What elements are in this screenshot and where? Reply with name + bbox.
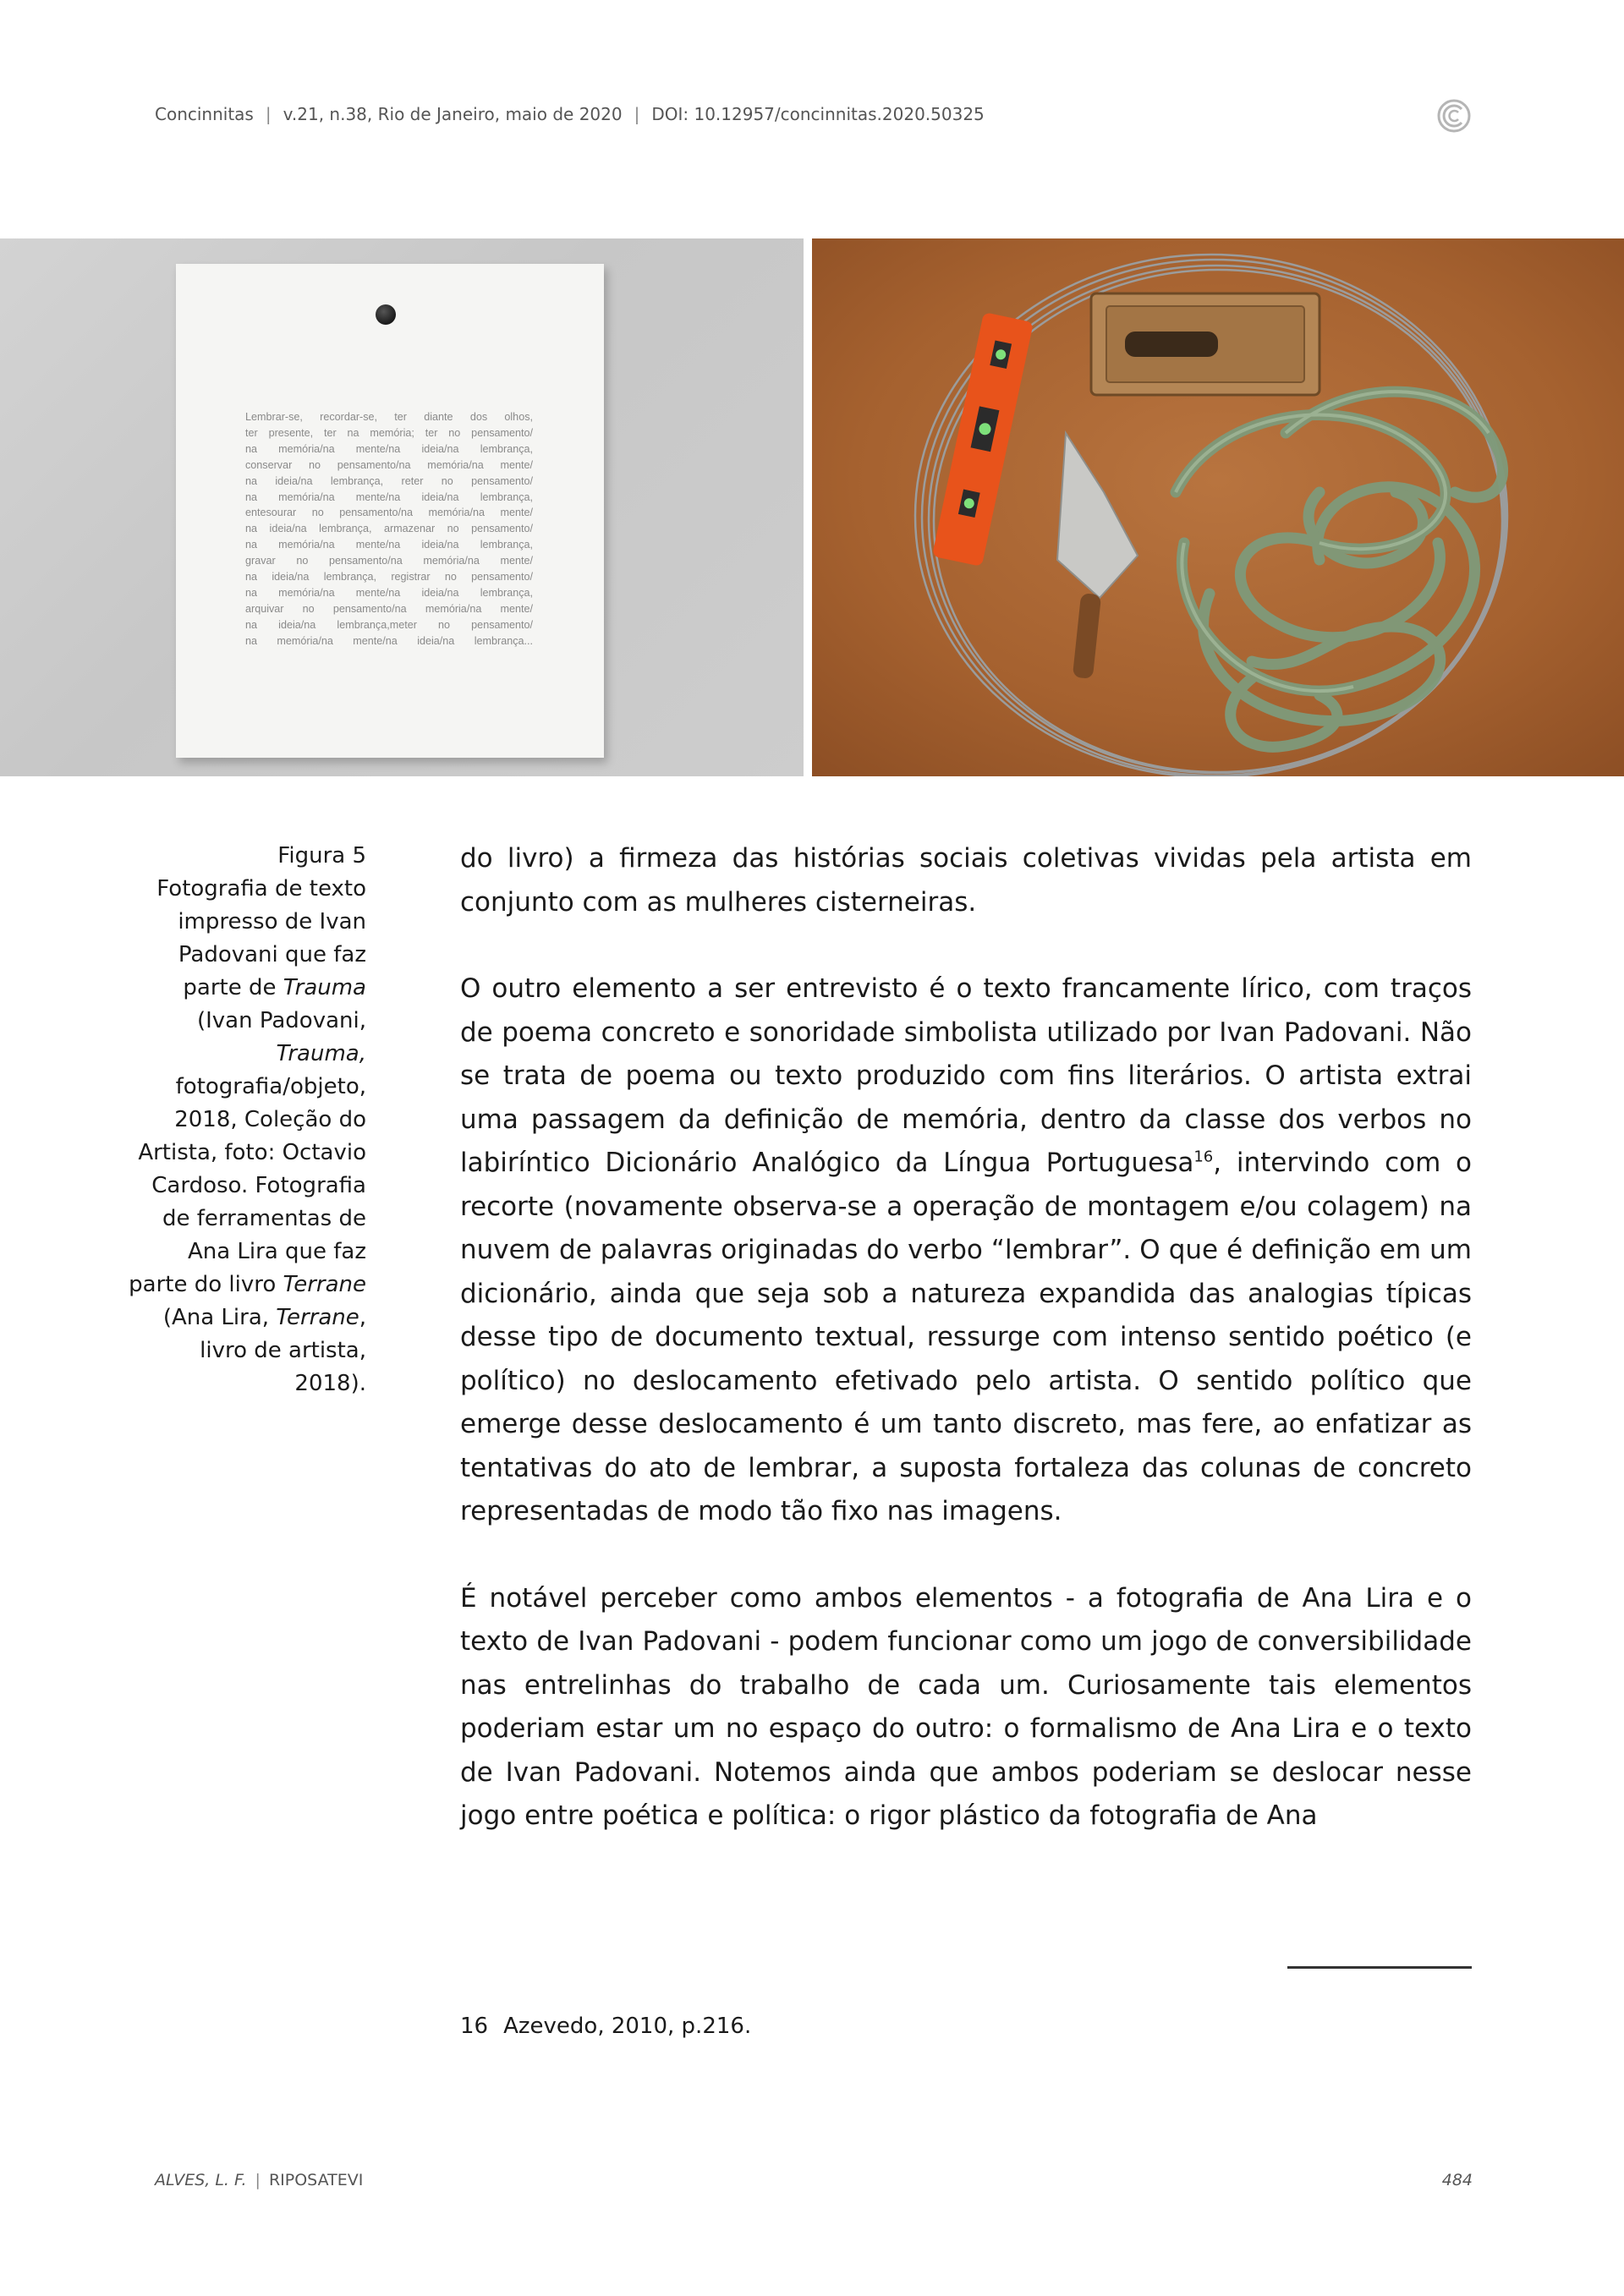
running-footer — [155, 2171, 1474, 2200]
placard-line: na memória/na mente/na ideia/na lembrança, — [245, 586, 533, 599]
placard-line: ter presente, ter na memória; ter no pensamento/ — [245, 426, 533, 439]
footnote-reference[interactable]: 16 — [1193, 1148, 1214, 1166]
printed-placard — [176, 264, 604, 758]
paragraph-3: É notável perceber como ambos elementos - a fotografia de Ana Lira e o texto de Ivan Padovani - podem funcionar como um jogo de conversibilidade nas entrelinhas do trabalho de cada um. Curiosamente tais elementos poderiam estar um no espaço do outro: o formalismo de Ana Lira e o texto de Ivan Padovani. Notemos ainda que ambos poderiam se deslocar nesse jogo entre poética e política: o rigor plástico da fotografia de Ana — [460, 1582, 1472, 1831]
journal-volume: v.21, n.38, Rio de Janeiro, maio de 2020 — [283, 104, 623, 124]
journal-doi[interactable]: DOI: 10.12957/concinnitas.2020.50325 — [651, 104, 985, 124]
placard-line: na memória/na mente/na ideia/na lembrança, — [245, 490, 533, 503]
footnote-text: Azevedo, 2010, p.216. — [503, 2014, 752, 2039]
journal-name: Concinnitas — [155, 104, 254, 124]
placard-line: na memória/na mente/na ideia/na lembrança, — [245, 442, 533, 455]
figure-photo-tools — [812, 238, 1624, 776]
placard-line: entesourar no pensamento/na memória/na mente/ — [245, 507, 533, 519]
placard-line: na ideia/na lembrança,meter no pensamento/ — [245, 618, 533, 631]
caption-label: Figura 5 — [277, 843, 366, 869]
running-header — [155, 97, 1474, 131]
header-separator: | — [265, 104, 272, 124]
caption-text: Fotografia de texto impresso de Ivan Padovani que faz parte de Trauma (Ivan Padovani, Trauma, fotografia/objeto, 2018, Coleção do Artista, foto: Octavio Cardoso. Fotografia de ferramentas de Ana Lira que faz parte do livro Terrane (Ana Lira, Terrane, livro de artista, 2018). — [129, 876, 366, 1396]
placard-line: Lembrar-se, recordar-se, ter diante dos olhos, — [245, 411, 533, 423]
placard-line: na memória/na mente/na ideia/na lembrança, — [245, 539, 533, 551]
footnote-number: 16 — [460, 2014, 489, 2039]
paragraph-1: do livro) a firmeza das histórias sociais coletivas vividas pela artista em conjunto com as mulheres cisterneiras. — [460, 843, 1472, 918]
placard-text — [245, 409, 533, 649]
footnote — [460, 2014, 1306, 2039]
page-number: 484 — [1441, 2171, 1473, 2189]
footer-section: RIPOSATEVI — [268, 2171, 364, 2189]
header-separator: | — [634, 104, 640, 124]
placard-line: gravar no pensamento/na memória/na mente/ — [245, 555, 533, 567]
footer-separator: | — [255, 2171, 261, 2189]
placard-line: conservar no pensamento/na memória/na mente/ — [245, 458, 533, 471]
figure-caption — [127, 840, 366, 1400]
paragraph-2: O outro elemento a ser entrevisto é o texto francamente lírico, com traços de poema concreto e sonoridade simbolista utilizado por Ivan Padovani. Não se trata de poema ou texto produzido com fins literários. O artista extrai uma passagem da definição de memória, dentro da classe dos verbos no labiríntico Dicionário Analógico da Língua Portuguesa$^{16}$, intervindo com o recorte (novamente observa-se a operação de montagem e/ou colagem) na nuvem de palavras originadas do verbo “lembrar”. O que é definição em um dicionário, ainda que seja sob a natureza expandida das analogias típicas desse tipo de documento textual, ressurge com intenso sentido poético (e político) no deslocamento efetivado pelo artista. O sentido político que emerge desse deslocamento é um tanto discreto, mas fere, ao enfatizar as tentativas do ato de lembrar, a suposta fortaleza das colunas de concreto representadas de modo tão fixo nas imagens. — [460, 973, 1472, 1526]
placard-line: na memória/na mente/na ideia/na lembrança... — [245, 634, 533, 647]
journal-logo-icon — [1435, 97, 1473, 134]
footer-author: ALVES, L. F. — [155, 2171, 247, 2189]
body-text — [460, 837, 1472, 1882]
placard-line: arquivar no pensamento/na memória/na mente/ — [245, 602, 533, 615]
pin-icon — [376, 304, 396, 325]
placard-line: na ideia/na lembrança, armazenar no pensamento/ — [245, 523, 533, 535]
placard-line: na ideia/na lembrança, registrar no pensamento/ — [245, 571, 533, 584]
float-trowel — [1091, 293, 1320, 395]
figure-photo-printed-text — [0, 238, 804, 776]
placard-line: na ideia/na lembrança, reter no pensamento/ — [245, 474, 533, 487]
footnote-divider — [1287, 1966, 1472, 1969]
